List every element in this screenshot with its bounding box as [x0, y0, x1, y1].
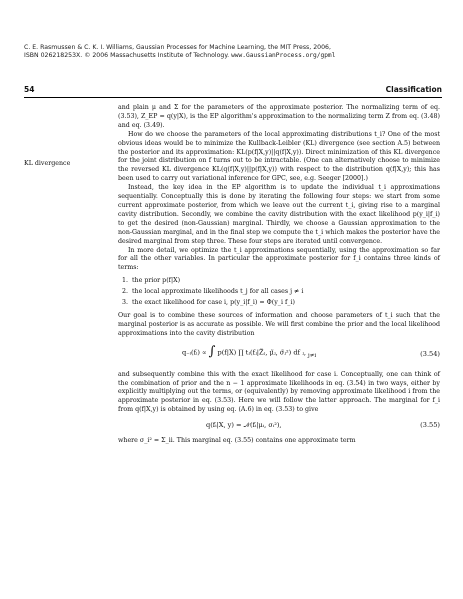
list-item: 1. the prior p(f|X) [130, 277, 440, 286]
section-title: Classification [385, 85, 442, 94]
copyright-header [24, 44, 444, 61]
margin-note: KL divergence [24, 160, 71, 167]
paragraph: How do we choose the parameters of the local approximating distributions t_i? One of the most obvious ideas would be to minimize the Kullback-Leibler (KL) divergence (see section A.5) between the posterior and its approximation: KL(p(f|X,y)||q(f|X,y)). Direct minimization of this KL divergence for the joint distribution on f turns out to be intractable. (One can alternatively choose to minimize the reversed KL divergence KL(q(f|X,y)||p(f|X,y)) with respect to the distribution q(f|X,y); this has been used to carry out variational inference for GPC, see, e.g. Seeger [2000].) [118, 130, 440, 183]
product-subscript: j≠i [308, 352, 317, 359]
paragraph: Our goal is to combine these sources of information and choose parameters of t_i such that the marginal posterior is as accurate as possible. We will first combine the prior and the local likelihood approximations into the cavity distribution [118, 311, 440, 337]
equation-lhs: q₋ᵢ(fᵢ) ∝ [182, 348, 207, 357]
header-isbn: ISBN 026218253X. © 2006 Massachusetts Institute of Technology. [24, 52, 232, 60]
equation-3-55 [118, 419, 440, 433]
header-line-2 [24, 52, 444, 60]
paragraph: where σ_i² = Σ_ii. This marginal eq. (3.55) contains one approximate term [118, 437, 356, 445]
equation-rhs: p(f|X) ∏ tⱼ(fⱼ|Z̃ⱼ, μ̃ⱼ, σ̃ⱼ²) df ⱼ, [217, 348, 306, 357]
list-item: 3. the exact likelihood for case i, p(y_i|f_i) = Φ(y_i f_i) [130, 299, 440, 308]
paragraph: and plain μ and Σ for the parameters of the approximate posterior. The normalizing term of eq. (3.53), Z_EP = q(y|X), is the EP algorithm's approximation to the normalizing term Z from eq. (3.48) and eq. (3.49). [118, 104, 440, 129]
equation-body: q(fᵢ|X, y) = 𝒩(fᵢ|μᵢ, σᵢ²), [206, 421, 282, 430]
list-item: 2. the local approximate likelihoods t_j for all cases j ≠ i [130, 288, 440, 297]
equation-body [182, 343, 317, 361]
header-line-1: C. E. Rasmussen & C. K. I. Williams, Gaussian Processes for Machine Learning, the MIT Press, 2006, [24, 44, 331, 51]
integral-sign: ∫ [208, 343, 216, 359]
page-number: 54 [24, 85, 35, 94]
equation-number: (3.55) [420, 421, 440, 430]
paragraph: and subsequently combine this with the exact likelihood for case i. Conceptually, one can think of the combination of prior and the n − 1 approximate likelihoods in eq. (3.54) in two ways, either by explicitly multiplying out the terms, or (equivalently) by removing approximate likelihood i from the approximate posterior in eq. (3.53). Here we will follow the latter approach. The marginal for f_i from q(f|X,y) is obtained by using eq. (A.6) in eq. (3.53) to give [118, 370, 440, 414]
paragraph: In more detail, we optimize the t_i approximations sequentially, using the approximation so far for all the other variables. In particular the approximate posterior for f_i contains three kinds of terms: [118, 246, 440, 272]
main-text [118, 104, 440, 446]
header-url[interactable]: www.GaussianProcess.org/gpml [231, 52, 336, 60]
paragraph: Instead, the key idea in the EP algorithm is to update the individual t_i approximations sequentially. Conceptually this is done by iterating the following four steps: we start from some current approximate posterior, from which we leave out the current t_i, giving rise to a marginal cavity distribution. Secondly, we combine the cavity distribution with the exact likelihood p(y_i|f_i) to get the desired (non-Gaussian) marginal. Thirdly, we choose a Gaussian approximation to the non-Gaussian marginal, and in the final step we compute the t_i which makes the posterior have the desired marginal from step three. These four steps are iterated until convergence. [118, 184, 440, 245]
terms-list [118, 277, 440, 308]
equation-number: (3.54) [420, 349, 440, 358]
running-head [24, 83, 442, 98]
equation-3-54 [118, 343, 440, 367]
